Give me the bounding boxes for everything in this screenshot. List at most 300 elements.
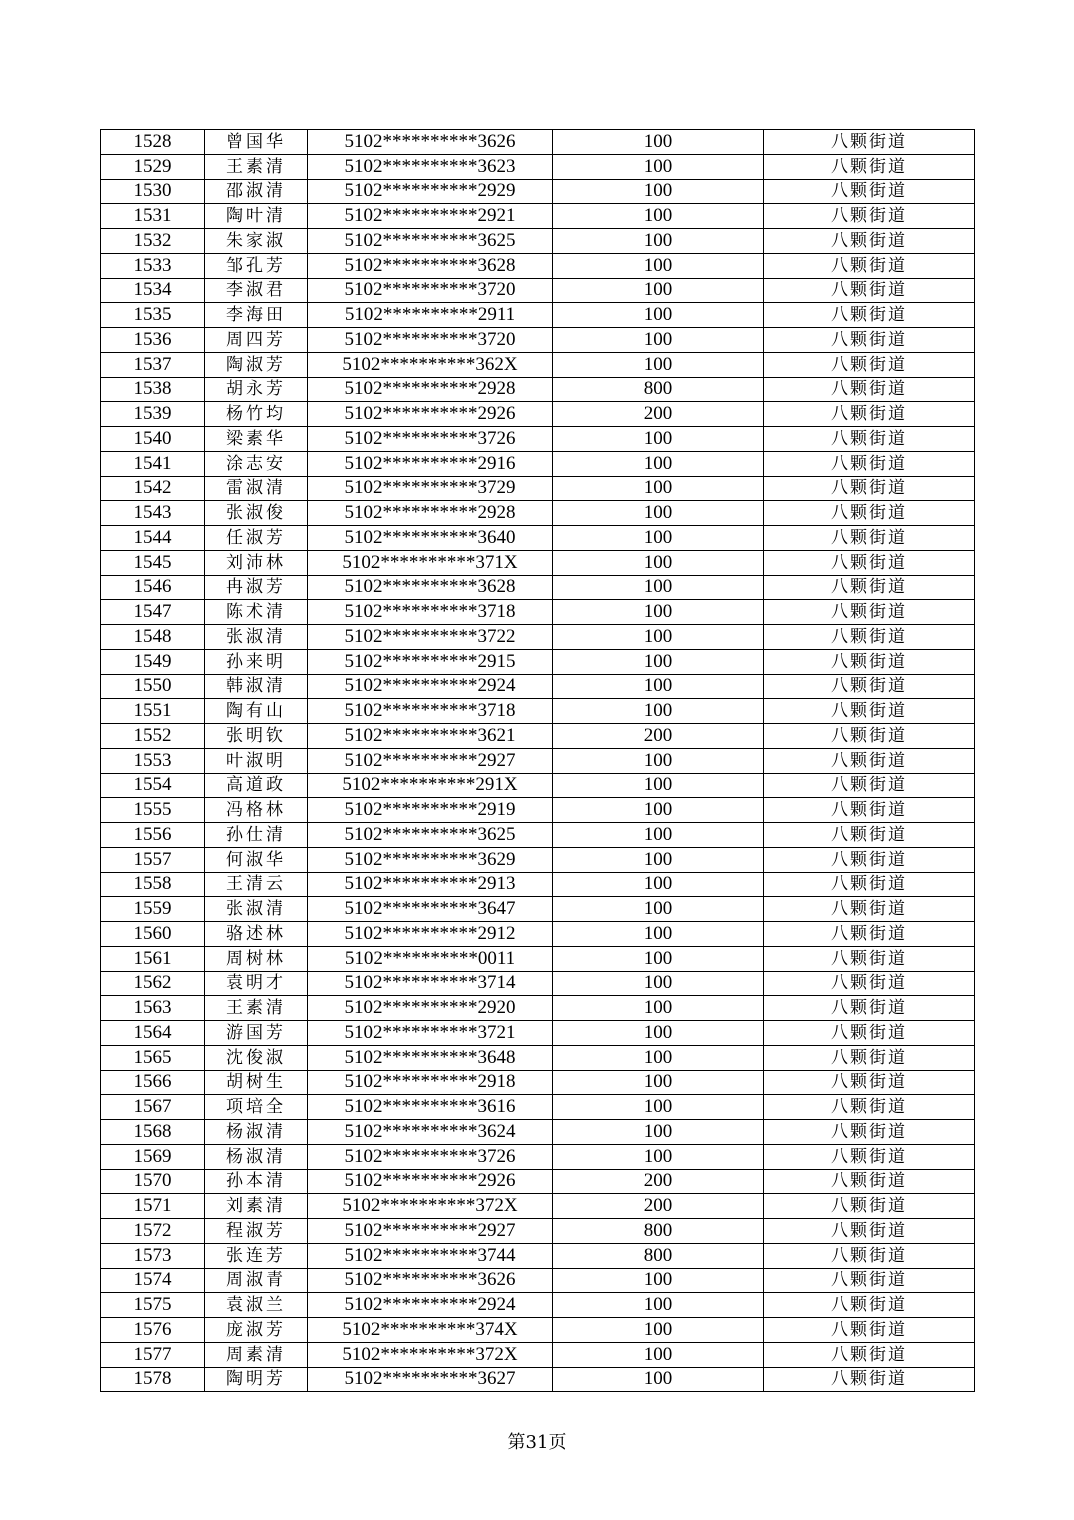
cell-id-number: 5102**********371X <box>308 550 553 575</box>
cell-amount: 100 <box>553 798 764 823</box>
cell-id-number: 5102**********2921 <box>308 204 553 229</box>
cell-address: 八颗街道 <box>764 971 975 996</box>
cell-id-number: 5102**********291X <box>308 773 553 798</box>
cell-name: 周淑青 <box>205 1268 308 1293</box>
table-row <box>101 897 975 922</box>
cell-address: 八颗街道 <box>764 130 975 155</box>
cell-amount: 100 <box>553 625 764 650</box>
table-row <box>101 625 975 650</box>
cell-id-number: 5102**********3626 <box>308 1268 553 1293</box>
table-row <box>101 1219 975 1244</box>
cell-id-number: 5102**********362X <box>308 352 553 377</box>
cell-name: 胡树生 <box>205 1070 308 1095</box>
cell-address: 八颗街道 <box>764 625 975 650</box>
table-row <box>101 402 975 427</box>
cell-number: 1562 <box>101 971 205 996</box>
table-row <box>101 451 975 476</box>
cell-amount: 100 <box>553 1095 764 1120</box>
cell-id-number: 5102**********2915 <box>308 649 553 674</box>
cell-id-number: 5102**********0011 <box>308 946 553 971</box>
cell-name: 沈俊淑 <box>205 1045 308 1070</box>
cell-name: 杨竹均 <box>205 402 308 427</box>
cell-address: 八颗街道 <box>764 303 975 328</box>
cell-name: 周四芳 <box>205 328 308 353</box>
table-row <box>101 179 975 204</box>
table-row <box>101 1268 975 1293</box>
cell-amount: 100 <box>553 427 764 452</box>
cell-amount: 100 <box>553 451 764 476</box>
cell-name: 冉淑芳 <box>205 575 308 600</box>
cell-number: 1543 <box>101 501 205 526</box>
cell-name: 胡永芳 <box>205 377 308 402</box>
cell-number: 1552 <box>101 724 205 749</box>
cell-number: 1559 <box>101 897 205 922</box>
cell-name: 涂志安 <box>205 451 308 476</box>
cell-number: 1528 <box>101 130 205 155</box>
cell-id-number: 5102**********372X <box>308 1342 553 1367</box>
cell-number: 1573 <box>101 1243 205 1268</box>
table-row <box>101 1194 975 1219</box>
cell-name: 张淑清 <box>205 897 308 922</box>
cell-name: 高道政 <box>205 773 308 798</box>
cell-name: 孙来明 <box>205 649 308 674</box>
cell-address: 八颗街道 <box>764 823 975 848</box>
cell-name: 袁淑兰 <box>205 1293 308 1318</box>
cell-name: 何淑华 <box>205 847 308 872</box>
cell-amount: 100 <box>553 897 764 922</box>
table-row <box>101 649 975 674</box>
cell-id-number: 5102**********3626 <box>308 130 553 155</box>
cell-amount: 100 <box>553 278 764 303</box>
cell-name: 陶叶清 <box>205 204 308 229</box>
table-row <box>101 154 975 179</box>
table-row <box>101 229 975 254</box>
cell-id-number: 5102**********3640 <box>308 526 553 551</box>
cell-number: 1540 <box>101 427 205 452</box>
cell-id-number: 5102**********3624 <box>308 1120 553 1145</box>
cell-amount: 200 <box>553 1194 764 1219</box>
cell-amount: 100 <box>553 179 764 204</box>
cell-number: 1571 <box>101 1194 205 1219</box>
cell-address: 八颗街道 <box>764 1144 975 1169</box>
cell-name: 袁明才 <box>205 971 308 996</box>
cell-amount: 100 <box>553 699 764 724</box>
cell-id-number: 5102**********2924 <box>308 674 553 699</box>
cell-amount: 100 <box>553 1021 764 1046</box>
cell-amount: 100 <box>553 501 764 526</box>
table-row <box>101 699 975 724</box>
cell-address: 八颗街道 <box>764 1045 975 1070</box>
cell-address: 八颗街道 <box>764 352 975 377</box>
cell-name: 张淑清 <box>205 625 308 650</box>
cell-number: 1568 <box>101 1120 205 1145</box>
cell-name: 程淑芳 <box>205 1219 308 1244</box>
cell-id-number: 5102**********2926 <box>308 1169 553 1194</box>
cell-number: 1548 <box>101 625 205 650</box>
cell-number: 1564 <box>101 1021 205 1046</box>
cell-id-number: 5102**********3647 <box>308 897 553 922</box>
cell-amount: 100 <box>553 352 764 377</box>
cell-address: 八颗街道 <box>764 996 975 1021</box>
cell-id-number: 5102**********3729 <box>308 476 553 501</box>
table-row <box>101 476 975 501</box>
cell-amount: 100 <box>553 253 764 278</box>
cell-number: 1533 <box>101 253 205 278</box>
cell-number: 1554 <box>101 773 205 798</box>
cell-id-number: 5102**********3718 <box>308 699 553 724</box>
cell-name: 雷淑清 <box>205 476 308 501</box>
cell-name: 张明钦 <box>205 724 308 749</box>
cell-name: 王清云 <box>205 872 308 897</box>
table-row <box>101 996 975 1021</box>
cell-id-number: 5102**********3722 <box>308 625 553 650</box>
table-body <box>101 130 975 1392</box>
cell-number: 1535 <box>101 303 205 328</box>
cell-amount: 100 <box>553 1293 764 1318</box>
table-row <box>101 724 975 749</box>
cell-number: 1530 <box>101 179 205 204</box>
table-row <box>101 1120 975 1145</box>
cell-amount: 100 <box>553 946 764 971</box>
cell-number: 1565 <box>101 1045 205 1070</box>
cell-amount: 100 <box>553 1342 764 1367</box>
cell-amount: 100 <box>553 154 764 179</box>
cell-number: 1567 <box>101 1095 205 1120</box>
cell-id-number: 5102**********3726 <box>308 1144 553 1169</box>
cell-name: 陶有山 <box>205 699 308 724</box>
cell-address: 八颗街道 <box>764 773 975 798</box>
cell-amount: 100 <box>553 674 764 699</box>
table-row <box>101 872 975 897</box>
table-row <box>101 278 975 303</box>
cell-number: 1555 <box>101 798 205 823</box>
cell-name: 张淑俊 <box>205 501 308 526</box>
cell-address: 八颗街道 <box>764 1318 975 1343</box>
cell-address: 八颗街道 <box>764 649 975 674</box>
cell-address: 八颗街道 <box>764 575 975 600</box>
cell-id-number: 5102**********3721 <box>308 1021 553 1046</box>
cell-name: 李淑君 <box>205 278 308 303</box>
cell-number: 1566 <box>101 1070 205 1095</box>
table-row <box>101 501 975 526</box>
cell-id-number: 5102**********3744 <box>308 1243 553 1268</box>
cell-id-number: 5102**********2918 <box>308 1070 553 1095</box>
cell-number: 1576 <box>101 1318 205 1343</box>
cell-name: 王素清 <box>205 154 308 179</box>
cell-name: 刘沛林 <box>205 550 308 575</box>
table-row <box>101 352 975 377</box>
cell-address: 八颗街道 <box>764 946 975 971</box>
cell-address: 八颗街道 <box>764 1120 975 1145</box>
cell-id-number: 5102**********3628 <box>308 253 553 278</box>
cell-amount: 100 <box>553 748 764 773</box>
cell-id-number: 5102**********3627 <box>308 1367 553 1392</box>
cell-address: 八颗街道 <box>764 1293 975 1318</box>
cell-name: 周树林 <box>205 946 308 971</box>
cell-id-number: 5102**********2919 <box>308 798 553 823</box>
cell-amount: 100 <box>553 526 764 551</box>
table-row <box>101 1070 975 1095</box>
cell-name: 陈术清 <box>205 600 308 625</box>
cell-number: 1560 <box>101 922 205 947</box>
cell-amount: 100 <box>553 773 764 798</box>
cell-number: 1537 <box>101 352 205 377</box>
cell-number: 1542 <box>101 476 205 501</box>
cell-address: 八颗街道 <box>764 476 975 501</box>
cell-number: 1541 <box>101 451 205 476</box>
cell-amount: 100 <box>553 847 764 872</box>
cell-address: 八颗街道 <box>764 451 975 476</box>
cell-address: 八颗街道 <box>764 179 975 204</box>
table-row <box>101 1243 975 1268</box>
cell-id-number: 5102**********3720 <box>308 328 553 353</box>
cell-id-number: 5102**********372X <box>308 1194 553 1219</box>
page-number: 第31页 <box>507 1432 567 1453</box>
table-row <box>101 303 975 328</box>
cell-name: 周素清 <box>205 1342 308 1367</box>
cell-id-number: 5102**********2912 <box>308 922 553 947</box>
table-row <box>101 773 975 798</box>
cell-number: 1577 <box>101 1342 205 1367</box>
cell-address: 八颗街道 <box>764 1342 975 1367</box>
cell-id-number: 5102**********3714 <box>308 971 553 996</box>
cell-id-number: 5102**********2924 <box>308 1293 553 1318</box>
table-row <box>101 600 975 625</box>
cell-number: 1532 <box>101 229 205 254</box>
cell-address: 八颗街道 <box>764 798 975 823</box>
cell-number: 1531 <box>101 204 205 229</box>
cell-name: 游国芳 <box>205 1021 308 1046</box>
cell-address: 八颗街道 <box>764 501 975 526</box>
cell-address: 八颗街道 <box>764 1243 975 1268</box>
table-row <box>101 922 975 947</box>
cell-name: 叶淑明 <box>205 748 308 773</box>
table-row <box>101 748 975 773</box>
cell-address: 八颗街道 <box>764 204 975 229</box>
cell-amount: 100 <box>553 1367 764 1392</box>
cell-id-number: 5102**********2927 <box>308 1219 553 1244</box>
cell-id-number: 5102**********3718 <box>308 600 553 625</box>
cell-number: 1547 <box>101 600 205 625</box>
cell-number: 1534 <box>101 278 205 303</box>
cell-number: 1570 <box>101 1169 205 1194</box>
table-row <box>101 1095 975 1120</box>
cell-amount: 100 <box>553 1120 764 1145</box>
cell-amount: 100 <box>553 575 764 600</box>
cell-address: 八颗街道 <box>764 600 975 625</box>
cell-number: 1544 <box>101 526 205 551</box>
cell-number: 1539 <box>101 402 205 427</box>
cell-name: 李海田 <box>205 303 308 328</box>
cell-number: 1563 <box>101 996 205 1021</box>
cell-address: 八颗街道 <box>764 550 975 575</box>
cell-id-number: 5102**********3629 <box>308 847 553 872</box>
cell-id-number: 5102**********2916 <box>308 451 553 476</box>
cell-amount: 100 <box>553 130 764 155</box>
cell-name: 朱家淑 <box>205 229 308 254</box>
cell-name: 陶淑芳 <box>205 352 308 377</box>
cell-address: 八颗街道 <box>764 229 975 254</box>
cell-id-number: 5102**********3616 <box>308 1095 553 1120</box>
cell-number: 1529 <box>101 154 205 179</box>
table-row <box>101 328 975 353</box>
cell-id-number: 5102**********3726 <box>308 427 553 452</box>
table-row <box>101 253 975 278</box>
cell-id-number: 5102**********2929 <box>308 179 553 204</box>
cell-id-number: 5102**********2926 <box>308 402 553 427</box>
cell-name: 刘素清 <box>205 1194 308 1219</box>
table-row <box>101 798 975 823</box>
table-row <box>101 1169 975 1194</box>
cell-address: 八颗街道 <box>764 1268 975 1293</box>
cell-name: 杨淑清 <box>205 1144 308 1169</box>
cell-address: 八颗街道 <box>764 1070 975 1095</box>
cell-number: 1538 <box>101 377 205 402</box>
cell-address: 八颗街道 <box>764 526 975 551</box>
table-row <box>101 1367 975 1392</box>
cell-amount: 100 <box>553 1268 764 1293</box>
table-row <box>101 427 975 452</box>
cell-number: 1536 <box>101 328 205 353</box>
table-row <box>101 1021 975 1046</box>
cell-id-number: 5102**********2911 <box>308 303 553 328</box>
cell-address: 八颗街道 <box>764 1219 975 1244</box>
cell-amount: 200 <box>553 724 764 749</box>
cell-id-number: 5102**********3628 <box>308 575 553 600</box>
cell-number: 1553 <box>101 748 205 773</box>
cell-amount: 100 <box>553 996 764 1021</box>
cell-name: 邹孔芳 <box>205 253 308 278</box>
cell-id-number: 5102**********3625 <box>308 229 553 254</box>
cell-address: 八颗街道 <box>764 253 975 278</box>
cell-name: 骆述林 <box>205 922 308 947</box>
cell-id-number: 5102**********3720 <box>308 278 553 303</box>
cell-amount: 100 <box>553 550 764 575</box>
cell-number: 1545 <box>101 550 205 575</box>
cell-amount: 200 <box>553 402 764 427</box>
cell-number: 1561 <box>101 946 205 971</box>
cell-name: 庞淑芳 <box>205 1318 308 1343</box>
cell-address: 八颗街道 <box>764 402 975 427</box>
table-row <box>101 946 975 971</box>
table-row <box>101 1045 975 1070</box>
cell-id-number: 5102**********3621 <box>308 724 553 749</box>
cell-address: 八颗街道 <box>764 922 975 947</box>
cell-id-number: 5102**********2913 <box>308 872 553 897</box>
cell-address: 八颗街道 <box>764 748 975 773</box>
cell-id-number: 5102**********2928 <box>308 501 553 526</box>
cell-address: 八颗街道 <box>764 724 975 749</box>
cell-address: 八颗街道 <box>764 377 975 402</box>
data-table-container <box>100 129 974 1392</box>
table-row <box>101 550 975 575</box>
cell-amount: 100 <box>553 971 764 996</box>
cell-number: 1569 <box>101 1144 205 1169</box>
table-row <box>101 674 975 699</box>
cell-address: 八颗街道 <box>764 674 975 699</box>
cell-id-number: 5102**********374X <box>308 1318 553 1343</box>
table-row <box>101 1144 975 1169</box>
cell-address: 八颗街道 <box>764 427 975 452</box>
cell-name: 梁素华 <box>205 427 308 452</box>
cell-amount: 100 <box>553 476 764 501</box>
cell-id-number: 5102**********3625 <box>308 823 553 848</box>
cell-amount: 100 <box>553 1045 764 1070</box>
cell-name: 任淑芳 <box>205 526 308 551</box>
table-row <box>101 377 975 402</box>
table-row <box>101 130 975 155</box>
cell-name: 王素清 <box>205 996 308 1021</box>
table-row <box>101 1318 975 1343</box>
cell-address: 八颗街道 <box>764 1169 975 1194</box>
data-table <box>100 129 975 1392</box>
cell-address: 八颗街道 <box>764 1367 975 1392</box>
cell-address: 八颗街道 <box>764 278 975 303</box>
table-row <box>101 1293 975 1318</box>
cell-id-number: 5102**********2928 <box>308 377 553 402</box>
table-row <box>101 1342 975 1367</box>
cell-address: 八颗街道 <box>764 1194 975 1219</box>
table-row <box>101 204 975 229</box>
cell-address: 八颗街道 <box>764 897 975 922</box>
cell-number: 1556 <box>101 823 205 848</box>
cell-number: 1575 <box>101 1293 205 1318</box>
cell-number: 1557 <box>101 847 205 872</box>
cell-name: 陶明芳 <box>205 1367 308 1392</box>
cell-address: 八颗街道 <box>764 154 975 179</box>
cell-address: 八颗街道 <box>764 1021 975 1046</box>
table-row <box>101 823 975 848</box>
cell-name: 邵淑清 <box>205 179 308 204</box>
table-row <box>101 575 975 600</box>
cell-name: 项培全 <box>205 1095 308 1120</box>
cell-address: 八颗街道 <box>764 872 975 897</box>
cell-number: 1574 <box>101 1268 205 1293</box>
cell-amount: 100 <box>553 1318 764 1343</box>
cell-amount: 100 <box>553 823 764 848</box>
cell-amount: 800 <box>553 377 764 402</box>
cell-id-number: 5102**********2920 <box>308 996 553 1021</box>
cell-address: 八颗街道 <box>764 847 975 872</box>
cell-name: 韩淑清 <box>205 674 308 699</box>
cell-id-number: 5102**********3648 <box>308 1045 553 1070</box>
cell-address: 八颗街道 <box>764 1095 975 1120</box>
cell-address: 八颗街道 <box>764 699 975 724</box>
cell-amount: 100 <box>553 328 764 353</box>
cell-amount: 100 <box>553 1144 764 1169</box>
cell-amount: 100 <box>553 229 764 254</box>
table-row <box>101 847 975 872</box>
cell-id-number: 5102**********3623 <box>308 154 553 179</box>
cell-id-number: 5102**********2927 <box>308 748 553 773</box>
cell-name: 杨淑清 <box>205 1120 308 1145</box>
cell-name: 冯格林 <box>205 798 308 823</box>
cell-address: 八颗街道 <box>764 328 975 353</box>
cell-amount: 100 <box>553 600 764 625</box>
cell-amount: 100 <box>553 872 764 897</box>
cell-number: 1572 <box>101 1219 205 1244</box>
cell-number: 1578 <box>101 1367 205 1392</box>
cell-name: 曾国华 <box>205 130 308 155</box>
cell-name: 孙本清 <box>205 1169 308 1194</box>
cell-amount: 200 <box>553 1169 764 1194</box>
cell-amount: 100 <box>553 649 764 674</box>
cell-amount: 100 <box>553 204 764 229</box>
cell-amount: 100 <box>553 922 764 947</box>
cell-name: 张连芳 <box>205 1243 308 1268</box>
cell-amount: 100 <box>553 303 764 328</box>
cell-number: 1550 <box>101 674 205 699</box>
